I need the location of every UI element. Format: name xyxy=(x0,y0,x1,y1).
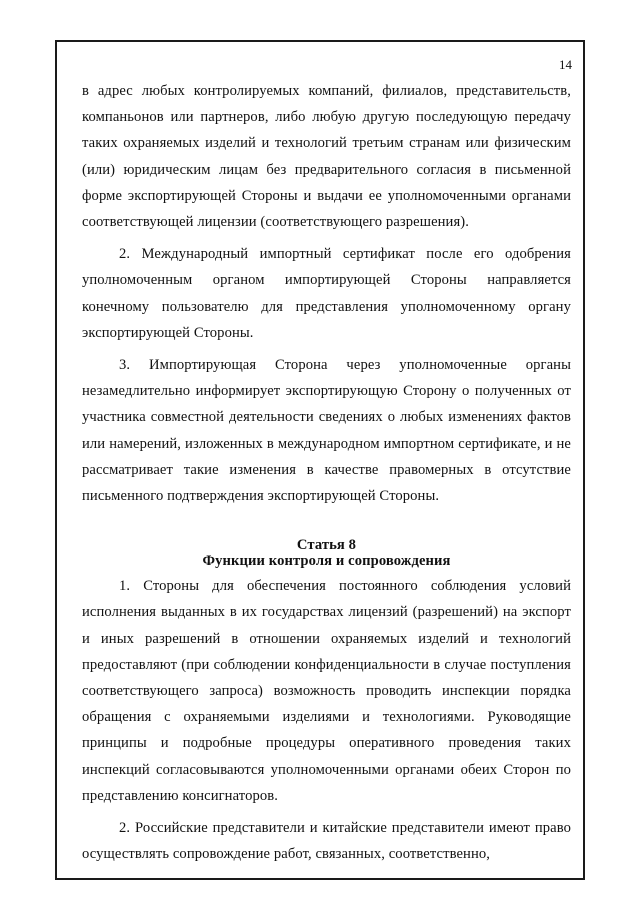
page-number: 14 xyxy=(559,57,572,72)
paragraph-item-3: 3. Импортирующая Сторона через уполномоченные органы незамедлительно информирует экспортирующую Сторону о полученных от участника совместной деятельности сведениях о любых изменениях фактов или намерений, изложенных в международном импортном сертификате, и не рассматривает такие изменения в качестве правомерных в отсутствие письменного подтверждения экспортирующей Стороны. xyxy=(82,357,571,505)
paragraph-item-2: 2. Международный импортный сертификат после его одобрения уполномоченным органом импортирующей Стороны направляется конечному пользователю для представления уполномоченному органу экспортирующей Стороны. xyxy=(82,246,571,341)
article-heading xyxy=(82,537,571,569)
article-paragraph-1: 1. Стороны для обеспечения постоянного соблюдения условий исполнения выданных в их государствах лицензий (разрешений) на экспорт и иных разрешений в отношении охраняемых изделий и технологий предоставляют (при соблюдении конфиденциальности в случае поступления соответствующего запроса) возможность проводить инспекции порядка обращения с охраняемыми изделиями и технологиями. Руководящие принципы и подробные процедуры оперативного проведения таких инспекций согласовываются уполномоченными органами обеих Сторон по представлению консигнаторов. xyxy=(82,578,571,804)
paragraph-continuation: в адрес любых контролируемых компаний, филиалов, представительств, компаньонов или партнеров, либо любую другую последующую передачу таких охраняемых изделий и технологий третьим странам или физическим (или) юридическим лицам без предварительного согласия в письменной форме экспортирующей Стороны и выдачи ее уполномоченными органами соответствующей лицензии (соответствующего разрешения). xyxy=(82,83,571,231)
article-number: Статья 8 xyxy=(296,537,357,554)
article-title: Функции контроля и сопровождения xyxy=(202,553,451,570)
document-body xyxy=(82,78,571,867)
article-paragraph-2: 2. Российские представители и китайские представители имеют право осуществлять сопровождение работ, связанных, соответственно, xyxy=(82,820,571,863)
